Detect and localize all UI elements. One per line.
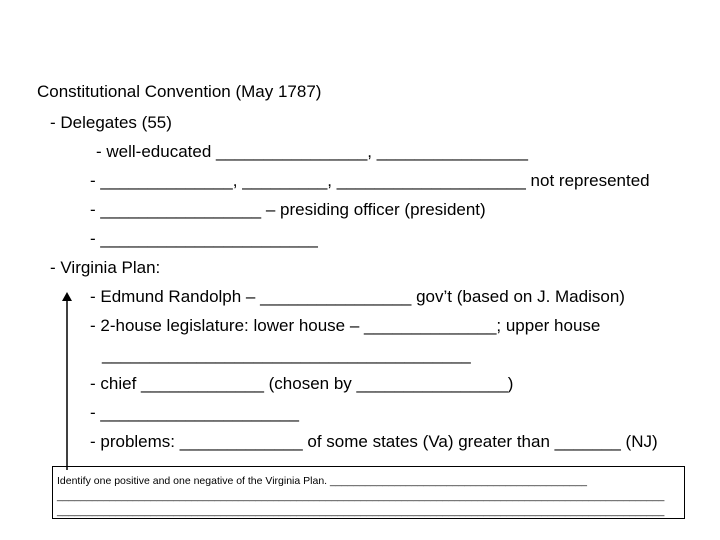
arrow-up-icon <box>61 292 73 470</box>
answer-line-1: ________________________________________________________________________________________________________ <box>57 490 665 502</box>
blank-line-2: - _____________________ <box>90 403 299 422</box>
notes-title: Constitutional Convention (May 1787) <box>37 82 322 101</box>
presiding-officer-line: - _________________ – presiding officer (president) <box>90 200 486 219</box>
chief-line: - chief _____________ (chosen by ________________) <box>90 374 514 393</box>
question-prompt: Identify one positive and one negative of the Virginia Plan. ____________________________________________ <box>57 475 587 487</box>
delegates-line: - Delegates (55) <box>50 113 172 132</box>
blank-line-1: - _______________________ <box>90 229 318 248</box>
edmund-randolph-line: - Edmund Randolph – ________________ gov’t (based on J. Madison) <box>90 287 625 306</box>
upper-house-blank: _______________________________________ <box>102 345 471 364</box>
virginia-plan-heading: - Virginia Plan: <box>50 258 161 277</box>
well-educated-line: - well-educated ________________, ________________ <box>96 142 528 161</box>
legislature-line: - 2-house legislature: lower house – ______________; upper house <box>90 316 601 335</box>
not-represented-line: - ______________, _________, ____________________ not represented <box>90 171 650 190</box>
question-box <box>52 466 685 519</box>
problems-line: - problems: _____________ of some states (Va) greater than _______ (NJ) <box>90 432 658 451</box>
answer-line-2: ________________________________________________________________________________________________________ <box>57 505 665 517</box>
